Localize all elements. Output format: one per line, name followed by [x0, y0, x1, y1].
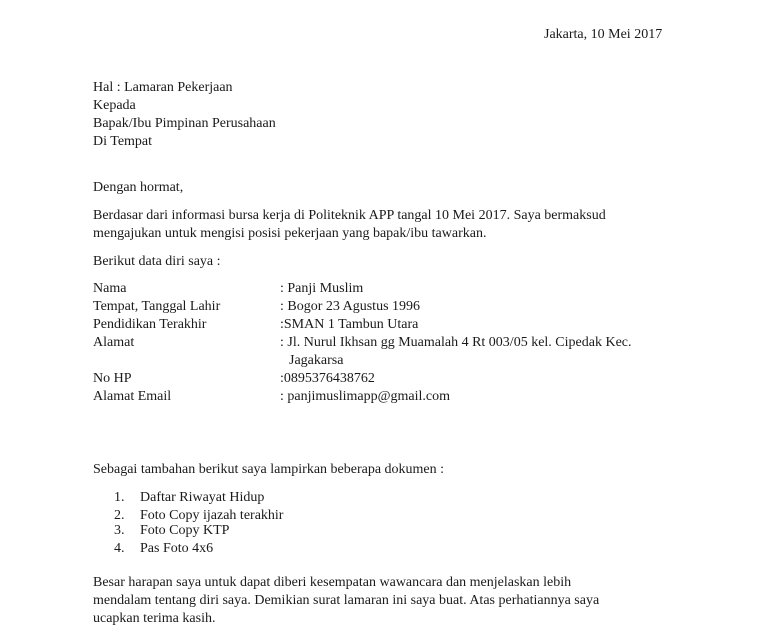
personal-data-label: Nama — [93, 281, 127, 296]
attachment-number: 2. — [114, 508, 125, 523]
personal-data-heading: Berikut data diri saya : — [93, 254, 221, 269]
recipient-to: Kepada — [93, 98, 136, 113]
attachment-number: 4. — [114, 541, 125, 556]
personal-data-label: No HP — [93, 371, 132, 386]
personal-data-label: Pendidikan Terakhir — [93, 317, 207, 332]
personal-data-label: Tempat, Tanggal Lahir — [93, 299, 221, 314]
attachment-item: Pas Foto 4x6 — [140, 541, 214, 556]
personal-data-value: :SMAN 1 Tambun Utara — [280, 317, 419, 332]
attachment-item: Daftar Riwayat Hidup — [140, 490, 265, 505]
attachment-number: 1. — [114, 490, 125, 505]
recipient-location: Di Tempat — [93, 134, 153, 149]
personal-data-value: : Panji Muslim — [280, 281, 364, 296]
attachment-item: Foto Copy ijazah terakhir — [140, 508, 284, 523]
personal-data-label: Alamat — [93, 335, 135, 350]
greeting: Dengan hormat, — [93, 180, 184, 195]
personal-data-label: Alamat Email — [93, 389, 172, 404]
personal-data-value: :0895376438762 — [280, 371, 375, 386]
attachment-item: Foto Copy KTP — [140, 523, 230, 538]
personal-data-value: : Bogor 23 Agustus 1996 — [280, 299, 421, 314]
letter-date: Jakarta, 10 Mei 2017 — [544, 27, 663, 42]
letter-subject: Hal : Lamaran Pekerjaan — [93, 80, 233, 95]
intro-paragraph-line: Berdasar dari informasi bursa kerja di Politeknik APP tangal 10 Mei 2017. Saya bermaksud — [93, 208, 606, 223]
attachment-number: 3. — [114, 523, 125, 538]
recipient-name: Bapak/Ibu Pimpinan Perusahaan — [93, 116, 276, 131]
personal-data-value-continuation: Jagakarsa — [289, 353, 344, 368]
personal-data-value: : Jl. Nurul Ikhsan gg Muamalah 4 Rt 003/05 kel. Cipedak Kec. — [280, 335, 632, 350]
closing-paragraph-line: Besar harapan saya untuk dapat diberi kesempatan wawancara dan menjelaskan lebih — [93, 575, 572, 590]
closing-paragraph-line: ucapkan terima kasih. — [93, 611, 216, 626]
intro-paragraph-line: mengajukan untuk mengisi posisi pekerjaan yang bapak/ibu tawarkan. — [93, 226, 487, 241]
personal-data-value: : panjimuslimapp@gmail.com — [280, 389, 450, 404]
attachments-heading: Sebagai tambahan berikut saya lampirkan beberapa dokumen : — [93, 462, 445, 477]
closing-paragraph-line: mendalam tentang diri saya. Demikian surat lamaran ini saya buat. Atas perhatiannya saya — [93, 593, 600, 608]
